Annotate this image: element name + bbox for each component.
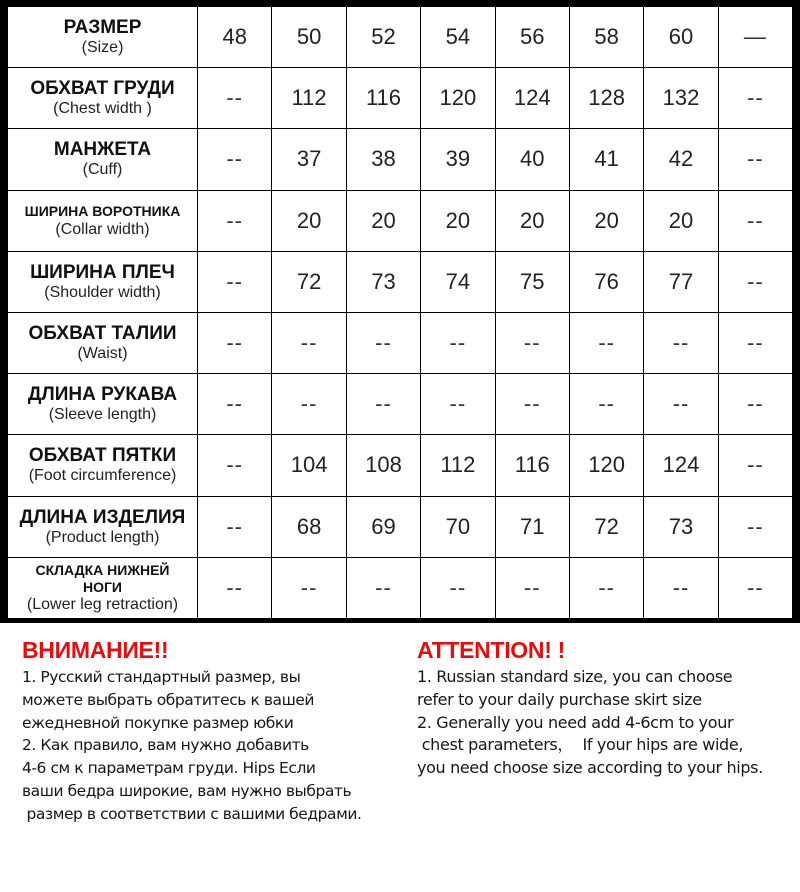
value-cell: -- [644, 374, 718, 435]
notice-line: 4-6 см к параметрам груди. Hips Если [22, 759, 316, 778]
value-cell: 70 [421, 496, 495, 557]
value-cell: -- [718, 374, 792, 435]
value-cell: -- [569, 312, 643, 373]
notice-line: размер в соответствии с вашими бедрами. [22, 804, 362, 823]
value-cell: -- [718, 190, 792, 251]
notice-line: можете выбрать обратитесь к вашей [22, 690, 315, 709]
value-cell: -- [421, 374, 495, 435]
value-cell: 37 [272, 129, 346, 190]
value-cell: -- [421, 312, 495, 373]
notice-line: ежедневной покупке размер юбки [22, 713, 294, 732]
value-cell: 77 [644, 251, 718, 312]
value-cell: -- [718, 557, 792, 618]
notice-line: refer to your daily purchase skirt size [417, 689, 702, 709]
value-cell: -- [346, 312, 420, 373]
size-chart-table [7, 6, 793, 619]
value-cell: -- [718, 68, 792, 129]
table-row-sleeve [8, 374, 793, 435]
row-label-lower-leg: СКЛАДКА НИЖНЕЙ НОГИ (Lower leg retraction) [8, 557, 198, 618]
value-cell: -- [718, 435, 792, 496]
value-cell: -- [421, 557, 495, 618]
size-cell: 52 [346, 7, 420, 68]
row-label-sleeve: ДЛИНА РУКАВА (Sleeve length) [8, 374, 198, 435]
value-cell: -- [718, 312, 792, 373]
notice-line: 1. Русский стандартный размер, вы [22, 668, 301, 686]
row-label-chest: ОБХВАТ ГРУДИ (Chest width ) [8, 68, 198, 129]
size-cell: 48 [198, 7, 272, 68]
value-cell: -- [198, 312, 272, 373]
notice-line: 1. Russian standard size, you can choose [417, 667, 733, 686]
table-row-chest [8, 68, 793, 129]
notice-title-en: ATTENTION! ! [417, 637, 566, 663]
table-row-shoulder [8, 251, 793, 312]
size-cell: — [718, 7, 792, 68]
notice-line: you need choose size according to your hips. [417, 758, 763, 778]
value-cell: -- [346, 374, 420, 435]
value-cell: 72 [569, 496, 643, 557]
value-cell: 124 [644, 435, 718, 496]
value-cell: 20 [346, 190, 420, 251]
value-cell: 38 [346, 129, 420, 190]
size-cell: 50 [272, 7, 346, 68]
value-cell: -- [495, 374, 569, 435]
value-cell: 20 [421, 190, 495, 251]
value-cell: 72 [272, 251, 346, 312]
row-label-collar: ШИРИНА ВОРОТНИКА (Collar width) [8, 190, 198, 251]
table-row-waist [8, 312, 793, 373]
value-cell: -- [198, 557, 272, 618]
value-cell: -- [198, 435, 272, 496]
value-cell: 41 [569, 129, 643, 190]
value-cell: -- [198, 374, 272, 435]
value-cell: 120 [569, 435, 643, 496]
value-cell: 20 [569, 190, 643, 251]
value-cell: 75 [495, 251, 569, 312]
row-label-waist: ОБХВАТ ТАЛИИ (Waist) [8, 312, 198, 373]
label-ru: РАЗМЕР [63, 17, 142, 39]
value-cell: -- [198, 251, 272, 312]
value-cell: 20 [272, 190, 346, 251]
value-cell: -- [644, 557, 718, 618]
size-cell: 60 [644, 7, 718, 68]
notice-line: 2. Как правило, вам нужно добавить [22, 736, 309, 755]
value-cell: -- [718, 129, 792, 190]
notice-line: ваши бедра широкие, вам нужно выбрать [22, 781, 352, 800]
value-cell: -- [495, 557, 569, 618]
value-cell: 120 [421, 68, 495, 129]
notice-russian [22, 636, 412, 826]
value-cell: -- [272, 312, 346, 373]
table-row-foot [8, 435, 793, 496]
row-label-shoulder: ШИРИНА ПЛЕЧ (Shoulder width) [8, 251, 198, 312]
value-cell: 69 [346, 496, 420, 557]
value-cell: -- [198, 190, 272, 251]
row-label-cuff: МАНЖЕТА (Cuff) [8, 129, 198, 190]
value-cell: -- [198, 129, 272, 190]
row-label-size [8, 7, 198, 68]
value-cell: -- [718, 251, 792, 312]
value-cell: -- [718, 496, 792, 557]
row-label-foot: ОБХВАТ ПЯТКИ (Foot circumference) [8, 435, 198, 496]
value-cell: 73 [644, 496, 718, 557]
value-cell: -- [569, 374, 643, 435]
value-cell: -- [272, 557, 346, 618]
value-cell: -- [272, 374, 346, 435]
size-cell: 54 [421, 7, 495, 68]
notice-english [417, 636, 800, 780]
value-cell: 128 [569, 68, 643, 129]
value-cell: -- [495, 312, 569, 373]
notice-line: 2. Generally you need add 4-6cm to your [417, 712, 734, 732]
value-cell: 71 [495, 496, 569, 557]
notice-line: chest parameters， If your hips are wide, [417, 735, 744, 755]
table-header-row [8, 7, 793, 68]
size-cell: 58 [569, 7, 643, 68]
value-cell: 108 [346, 435, 420, 496]
value-cell: 20 [644, 190, 718, 251]
value-cell: 112 [421, 435, 495, 496]
value-cell: 40 [495, 129, 569, 190]
table-row-collar [8, 190, 793, 251]
table-row-lower-leg [8, 557, 793, 618]
notice-title-ru: ВНИМАНИЕ!! [22, 637, 169, 663]
value-cell: 132 [644, 68, 718, 129]
table-row-cuff [8, 129, 793, 190]
value-cell: -- [644, 312, 718, 373]
value-cell: -- [198, 496, 272, 557]
value-cell: -- [569, 557, 643, 618]
value-cell: 20 [495, 190, 569, 251]
size-cell: 56 [495, 7, 569, 68]
value-cell: 116 [346, 68, 420, 129]
label-en: (Size) [81, 39, 124, 57]
value-cell: 39 [421, 129, 495, 190]
value-cell: 124 [495, 68, 569, 129]
value-cell: -- [198, 68, 272, 129]
value-cell: -- [346, 557, 420, 618]
value-cell: 73 [346, 251, 420, 312]
row-label-product-length: ДЛИНА ИЗДЕЛИЯ (Product length) [8, 496, 198, 557]
value-cell: 104 [272, 435, 346, 496]
value-cell: 116 [495, 435, 569, 496]
value-cell: 112 [272, 68, 346, 129]
value-cell: 42 [644, 129, 718, 190]
table-row-product-length [8, 496, 793, 557]
value-cell: 68 [272, 496, 346, 557]
value-cell: 76 [569, 251, 643, 312]
value-cell: 74 [421, 251, 495, 312]
